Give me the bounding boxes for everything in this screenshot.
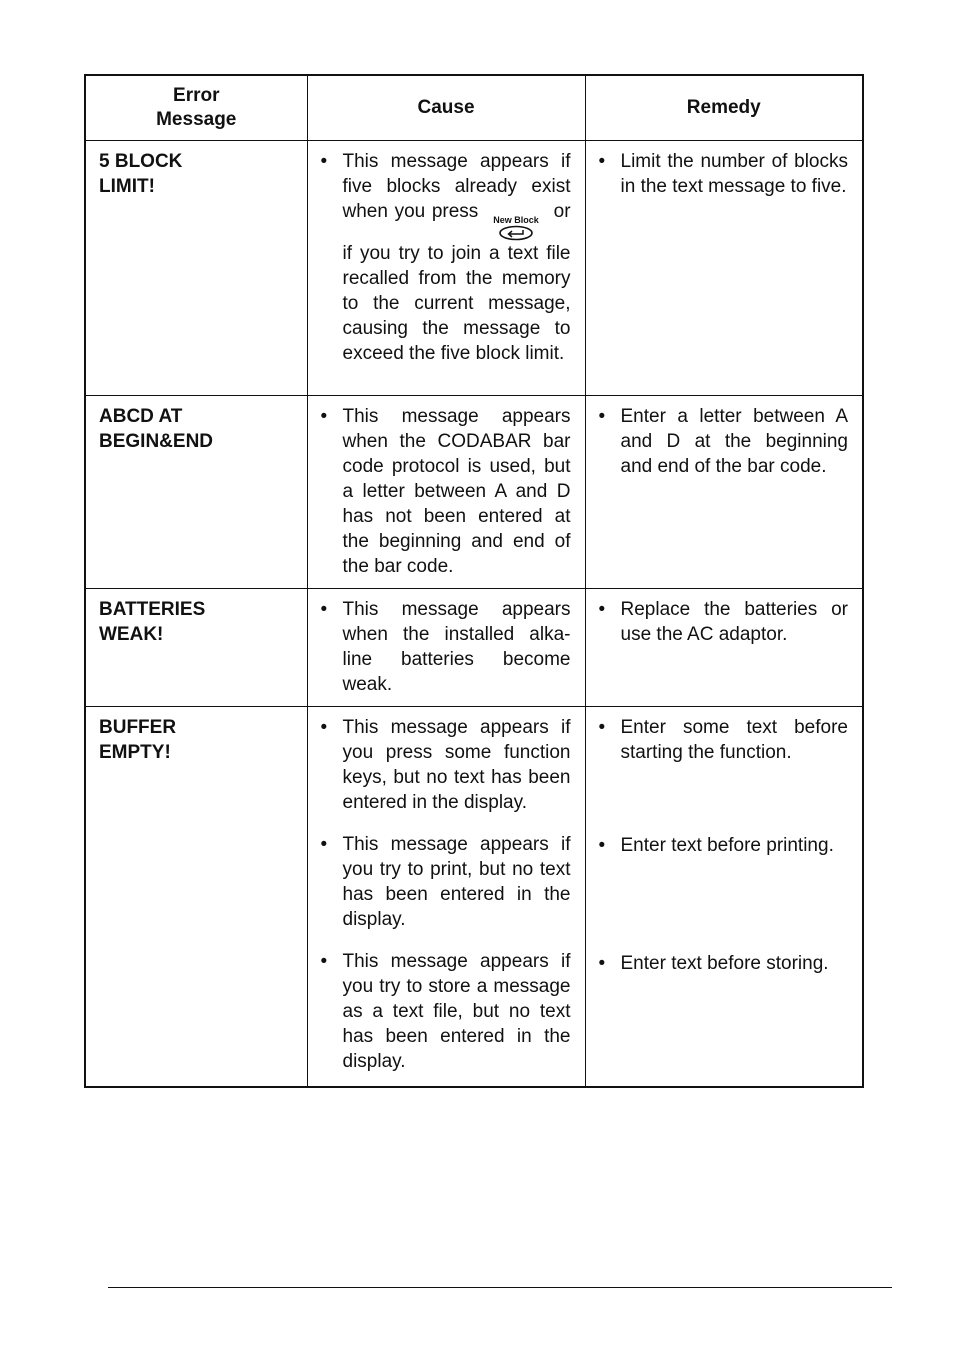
error-line: LIMIT! [99, 176, 155, 197]
remedy-text: Enter some text before starting the function. [620, 717, 848, 763]
table-row [85, 141, 863, 396]
remedy-cell [585, 589, 863, 707]
list-item [599, 597, 849, 647]
error-message-cell [85, 141, 307, 396]
bullet: • [320, 834, 328, 855]
bullet: • [598, 835, 606, 856]
error-message-table [84, 74, 864, 1088]
bullet: • [598, 599, 606, 620]
header-remedy: Remedy [585, 75, 863, 141]
cause-cell [307, 589, 585, 707]
list-item [321, 715, 571, 815]
header-error-message [85, 75, 307, 141]
bullet: • [320, 406, 328, 427]
error-message-cell [85, 589, 307, 707]
bullet: • [598, 953, 606, 974]
return-arrow-key-icon [498, 225, 534, 241]
list-item [599, 833, 849, 934]
bullet: • [598, 151, 606, 172]
remedy-text: Replace the batteries or use the AC adaptor. [620, 599, 848, 645]
table-header-row [85, 75, 863, 141]
cause-cell [307, 141, 585, 396]
list-item [599, 715, 849, 816]
list-item [321, 832, 571, 932]
remedy-cell [585, 141, 863, 396]
list-item [599, 951, 849, 976]
header-cause: Cause [307, 75, 585, 141]
cause-text: This message appears if you try to print, but no text has been entered in the display. [342, 834, 571, 930]
table-row [85, 396, 863, 589]
bullet: • [598, 406, 606, 427]
cause-cell [307, 396, 585, 589]
error-line: ABCD AT [99, 406, 183, 427]
table-row [85, 707, 863, 1087]
bullet: • [320, 717, 328, 738]
bullet: • [320, 599, 328, 620]
list-item [321, 149, 571, 366]
bullet: • [320, 151, 328, 172]
remedy-cell [585, 707, 863, 1087]
cause-text-before-key: This message appears if five blocks already exist when you press [342, 151, 571, 222]
list-item [321, 597, 571, 697]
bullet: • [598, 717, 606, 738]
list-item [321, 949, 571, 1074]
cause-text: This message appears if you try to store a message as a text file, but no text has been entered in the display. [342, 951, 571, 1072]
remedy-cell [585, 396, 863, 589]
error-line: WEAK! [99, 624, 164, 645]
header-error-line: Error [173, 85, 220, 106]
error-line: 5 BLOCK [99, 151, 183, 172]
error-line: BUFFER [99, 717, 177, 738]
remedy-text: Enter text before printing. [620, 835, 834, 856]
key-label: New Block [493, 215, 539, 225]
remedy-text: Enter text before storing. [620, 953, 829, 974]
cause-text [343, 149, 571, 366]
cause-text: This message appears if you press some function keys, but no text has been entered in the display. [342, 717, 571, 813]
bullet: • [320, 951, 328, 972]
remedy-text: Limit the number of blocks in the text message to five. [620, 151, 848, 197]
error-message-cell [85, 396, 307, 589]
error-message-cell [85, 707, 307, 1087]
cause-text: This message appears when the installed alka-line batteries become weak. [342, 599, 571, 695]
header-message-line: Message [156, 109, 237, 130]
error-line: BEGIN&END [99, 431, 214, 452]
list-item [321, 404, 571, 579]
table-row [85, 589, 863, 707]
list-item [599, 149, 849, 199]
new-block-key [491, 216, 541, 241]
footer-rule [108, 1287, 892, 1288]
cause-cell [307, 707, 585, 1087]
list-item [599, 404, 849, 479]
cause-text: This message appears when the CODABAR bar code protocol is used, but a letter between A and D has not been entered at the beginning and end of the bar code. [342, 406, 571, 577]
error-line: BATTERIES [99, 599, 206, 620]
remedy-text: Enter a letter between A and D at the beginning and end of the bar code. [620, 406, 848, 477]
cause-text-after-key: or if you try to join a text file recalled from the memory to the current message, causing the message to exceed the five block limit. [342, 201, 571, 364]
error-line: EMPTY! [99, 742, 171, 763]
